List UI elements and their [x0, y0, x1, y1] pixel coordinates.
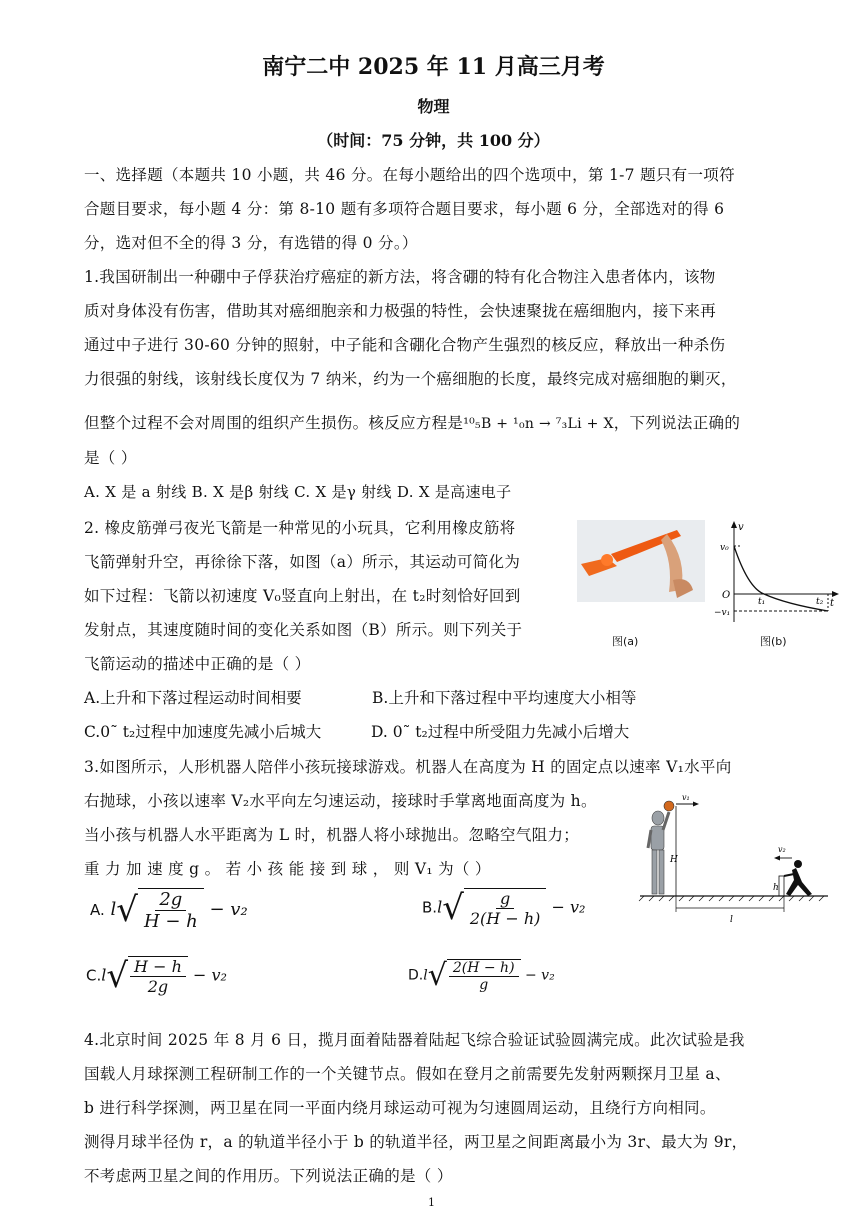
q2-option-b: B.上升和下落过程中平均速度大小相等: [372, 689, 637, 707]
q3-option-b: [422, 888, 585, 928]
q2-option-d: D. 0˜ t₂过程中所受阻力先减小后增大: [371, 723, 630, 741]
numerator: g: [496, 889, 514, 909]
fig-h-label: h: [773, 883, 779, 893]
q2-option-c: C.0˜ t₂过程中加速度先减小后城大: [84, 723, 322, 741]
time-note: （时间：75 分钟，共 100 分）: [317, 131, 550, 150]
fig-l-label: l: [730, 915, 733, 925]
v1-label: −v₁: [714, 608, 731, 618]
t1-label: t₁: [758, 597, 766, 607]
robot-icon: [648, 811, 669, 894]
fig-H-label: H: [670, 855, 678, 865]
origin-label: O: [722, 590, 731, 601]
robot-child-figure: [636, 790, 832, 925]
sqrt-icon: √: [427, 958, 447, 993]
text-line: 是（ ）: [84, 449, 137, 467]
denominator: 2g: [147, 977, 169, 996]
text-line: b 进行科学探测，两卫星在同一平面内绕月球运动可视为匀速圆周运动，且绕行方向相同。: [84, 1099, 716, 1117]
text-line: 测得月球半径伪 r，a 的轨道半径小于 b 的轨道半径，两卫星之间距离最小为 3r、最大为 9r，: [84, 1133, 748, 1151]
radicand-d: [447, 959, 521, 993]
option-d-tail: − v₂: [524, 967, 555, 984]
q1-line5-post: ，下列说法正确的: [613, 414, 741, 432]
child-icon: [784, 860, 812, 896]
fig-v2-label: v₂: [778, 845, 786, 854]
text-line: 4.北京时间 2025 年 8 月 6 日，揽月面着陆器着陆起飞综合验证试验圆满完成。此次试验是我: [84, 1031, 745, 1049]
option-c-tail: − v₂: [192, 965, 227, 985]
velocity-time-graph: [712, 518, 842, 630]
option-a-l: l: [110, 899, 117, 920]
option-b-l: l: [437, 897, 443, 917]
t-axis-label: t: [830, 598, 835, 609]
denominator: H − h: [143, 911, 198, 932]
text-line: 2. 橡皮筋弹弓夜光飞箭是一种常见的小玩具，它利用橡皮筋将: [84, 519, 516, 537]
radicand-a: [138, 888, 204, 932]
text-line: 力很强的射线，该射线长度仅为 7 纳米，约为一个癌细胞的长度，最终完成对癌细胞的剿灭，: [84, 370, 737, 388]
q3-option-a: [90, 888, 248, 932]
text-line: 分，选对但不全的得 3 分，有选错的得 0 分。）: [84, 234, 418, 252]
q3-option-d: [408, 958, 555, 993]
option-b-tail: − v₂: [551, 897, 586, 917]
t2-label: t₂: [816, 597, 824, 607]
denominator: g: [479, 976, 489, 993]
option-c-l: l: [101, 965, 107, 985]
text-line: 飞箭弹射升空，再徐徐下落，如图（a）所示，其运动可简化为: [84, 553, 521, 571]
denominator: 2(H − h): [469, 909, 541, 928]
v-axis-label: v: [738, 522, 744, 533]
page-number: 1: [428, 1196, 435, 1209]
slingshot-illustration: [577, 520, 705, 602]
q3-option-c: [86, 956, 227, 996]
sqrt-icon: √: [116, 890, 138, 930]
text-line: 不考虑两卫星之间的作用历。下列说法正确的是（ ）: [84, 1167, 453, 1185]
text-line: 国载人月球探测工程研制工作的一个关键节点。假如在登月之前需要先发射两颗探月卫星 a、: [84, 1065, 731, 1083]
text-line: 右抛球，小孩以速率 V₂水平向左匀速运动，接球时手掌离地面高度为 h。: [84, 792, 597, 810]
sqrt-icon: √: [106, 956, 129, 996]
text-line: 如下过程：飞箭以初速度 V₀竖直向上射出，在 t₂时刻恰好回到: [84, 587, 521, 605]
text-line: 1.我国研制出一种硼中子俘获治疗癌症的新方法，将含硼的特有化合物注入患者体内，该物: [84, 268, 716, 286]
v0-label: v₀: [720, 543, 729, 553]
fig-v1-label: v₁: [682, 793, 690, 802]
text-line: 一、选择题（本题共 10 小题，共 46 分。在每小题给出的四个选项中，第 1-7 题只有一项符: [84, 166, 735, 184]
text-line: 3.如图所示，人形机器人陪伴小孩玩接球游戏。机器人在高度为 H 的固定点以速率 V₁水平向: [84, 758, 732, 776]
text-line: [84, 411, 740, 433]
option-a-tail: − v₂: [209, 899, 248, 920]
q2-option-a: A.上升和下落过程运动时间相要: [84, 689, 302, 707]
numerator: H − h: [130, 957, 186, 977]
text-line: 发射点，其速度随时间的变化关系如图（B）所示。则下列关于: [84, 621, 523, 639]
text-line: 当小孩与机器人水平距离为 L 时，机器人将小球抛出。忽略空气阻力；: [84, 826, 580, 844]
nuclear-equation: ¹⁰₅B + ¹₀n → ⁷₃Li + X: [463, 416, 614, 432]
numerator: 2(H − h): [449, 960, 519, 977]
option-d-l: l: [423, 967, 428, 984]
text-line: 通过中子进行 30-60 分钟的照射，中子能和含硼化合物产生强烈的核反应，释放出一种杀伤: [84, 336, 726, 354]
ball-icon: [664, 801, 674, 811]
option-d-label: D.: [408, 967, 424, 984]
radicand-c: [128, 956, 188, 996]
text-line: 合题目要求，每小题 4 分：第 8-10 题有多项符合题目要求，每小题 6 分，全部选对的得 6: [84, 200, 725, 218]
page-title: 南宁二中 2025 年 11 月高三月考: [262, 54, 605, 80]
slingshot-photo: [577, 520, 705, 602]
numerator: 2g: [155, 889, 186, 911]
option-a-label: A.: [90, 901, 105, 919]
figure-b-caption: 图(b): [760, 635, 787, 648]
figure-a-caption: 图(a): [612, 635, 639, 648]
subject-title: 物理: [417, 97, 450, 116]
text-line: 质对身体没有伤害，借助其对癌细胞亲和力极强的特性，会快速聚拢在癌细胞内，接下来再: [84, 302, 717, 320]
text-line: 飞箭运动的描述中正确的是（ ）: [84, 655, 311, 673]
text-line: 重 力 加 速 度 g 。 若 小 孩 能 接 到 球 ， 则 V₁ 为（ ）: [84, 860, 491, 878]
option-c-label: C.: [86, 966, 102, 985]
sqrt-icon: √: [442, 888, 464, 928]
radicand-b: [464, 888, 547, 928]
q1-line5-pre: 但整个过程不会对周围的组织产生损伤。核反应方程是: [84, 414, 464, 432]
option-b-label: B.: [422, 898, 438, 917]
q1-options: A. X 是 a 射线 B. X 是β 射线 C. X 是γ 射线 D. X 是高速电子: [84, 483, 512, 501]
